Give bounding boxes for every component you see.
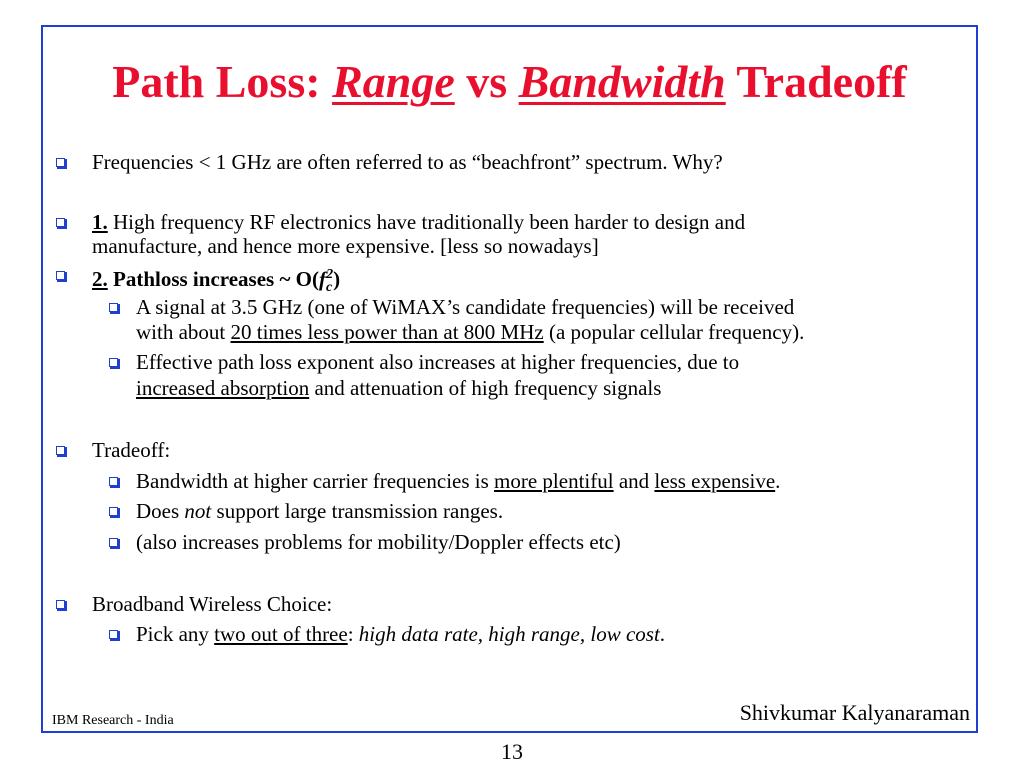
sub-bullet-icon — [109, 538, 118, 547]
slide-title: Path Loss: Range vs Bandwidth Tradeoff — [112, 56, 907, 107]
bullet-high-frequency: 1. High frequency RF electronics have traditionally been harder to design and — [92, 210, 746, 234]
sub-bullet-ranges: Does not support large transmission ranges. — [136, 499, 504, 523]
sub-bullet-bandwidth: Bandwidth at higher carrier frequencies is more plentiful and less expensive. — [136, 469, 781, 493]
bullet-icon — [56, 158, 65, 167]
sub-bullet-exponent-cont: increased absorption and attenuation of high frequency signals — [136, 376, 662, 400]
sub-bullet-icon — [109, 630, 118, 639]
bullet-icon — [56, 218, 65, 227]
sub-bullet-icon — [109, 358, 118, 367]
title-bandwidth: Bandwidth — [518, 56, 726, 107]
sub-bullet-icon — [109, 507, 118, 516]
title-range: Range — [332, 56, 455, 107]
bullet-pathloss: 2. Pathloss increases ~ $O(f_c^2)$ — [92, 267, 341, 296]
page-number: 13 — [501, 739, 523, 764]
sub-bullet-mobility: (also increases problems for mobility/Doppler effects etc) — [136, 530, 621, 554]
bullet-beachfront: Frequencies < 1 GHz are often referred to as “beachfront” spectrum. Why? — [92, 150, 723, 174]
footer-author: Shivkumar Kalyanaraman — [739, 700, 970, 725]
footer-org: IBM Research - India — [52, 713, 174, 728]
sub-bullet-wimax-cont: with about 20 times less power than at 800 MHz (a popular cellular frequency). — [136, 320, 805, 344]
bullet-icon — [56, 600, 65, 609]
sub-bullet-pick: Pick any two out of three: high data rate, high range, low cost. — [136, 622, 666, 646]
sub-bullet-exponent: Effective path loss exponent also increases at higher frequencies, due to — [136, 350, 740, 374]
sub-bullet-icon — [109, 477, 118, 486]
sub-bullet-icon — [109, 303, 118, 312]
bullet-broadband: Broadband Wireless Choice: — [92, 592, 333, 616]
bullet-icon — [56, 271, 65, 280]
bullet-high-frequency-cont: manufacture, and hence more expensive. [less so nowadays] — [92, 234, 599, 258]
bullet-tradeoff: Tradeoff: — [92, 438, 171, 462]
bullet-icon — [56, 446, 65, 455]
sub-bullet-wimax: A signal at 3.5 GHz (one of WiMAX’s candidate frequencies) will be received — [136, 295, 795, 319]
